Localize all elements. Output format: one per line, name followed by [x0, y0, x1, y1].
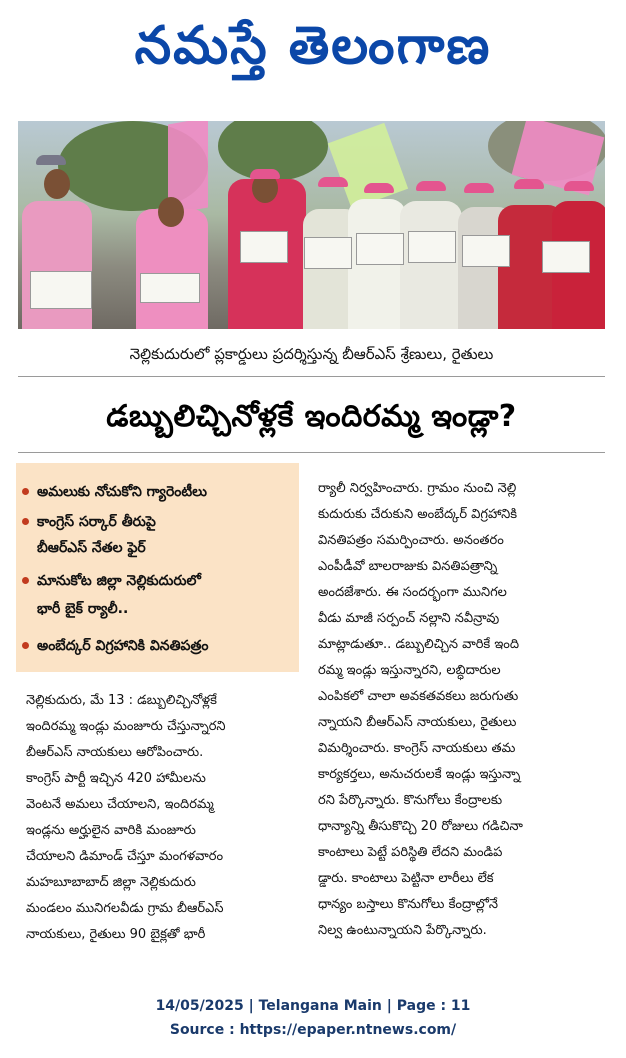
photo-cap — [564, 181, 594, 191]
news-photo — [18, 121, 605, 329]
placard — [304, 237, 352, 269]
highlight-text: కాంగ్రెస్ సర్కార్ తీరుపై — [37, 514, 156, 530]
body-line: ఎంపికలో చాలా అవకతవకలు జరుగుతు — [318, 689, 519, 704]
photo-person — [22, 201, 92, 329]
body-line: రని పేర్కొన్నారు. కొనుగోలు కేంద్రాలకు — [318, 793, 503, 808]
body-line: నిల్వ ఉంటున్నాయని పేర్కొన్నారు. — [318, 923, 487, 938]
photo-cap — [416, 181, 446, 191]
highlight-text: మానుకోట జిల్లా నెల్లికుదురులో — [37, 573, 201, 589]
body-line: వెంటనే అమలు చేయాలని, ఇందిరమ్మ — [26, 797, 214, 812]
body-line: కార్యకర్తలు, అనుచరులకే ఇండ్లు ఇస్తున్నా — [318, 767, 521, 782]
photo-person-head — [44, 169, 70, 199]
photo-cap — [364, 183, 394, 193]
bullet-icon — [22, 642, 29, 649]
body-line: మహబూబాబాద్ జిల్లా నెల్లికుదురు — [26, 875, 196, 890]
photo-cap — [318, 177, 348, 187]
body-line: కుదురుకు చేరుకుని అంబేద్కర్ విగ్రహానికి — [318, 507, 518, 522]
body-line: న్నాయని బీఆర్ఎస్ నాయకులు, రైతులు — [318, 715, 517, 730]
highlight-text: అమలుకు నోచుకోని గ్యారెంటీలు — [37, 484, 207, 500]
highlights-box — [16, 463, 299, 672]
newspaper-masthead: నమస్తే తెలంగాణ — [134, 16, 492, 76]
body-line: బీఆర్ఎస్ నాయకులు ఆరోపించారు. — [26, 745, 204, 760]
body-line: కాంటాలు పెట్టే పరిస్థితి లేదని మండిప — [318, 845, 503, 860]
body-line: వీడు మాజీ సర్పంచ్ నల్లాని నవీన్రావు — [318, 611, 500, 626]
article-headline: డబ్బులిచ్చినోళ్లకే ఇందిరమ్మ ఇండ్లా? — [106, 399, 517, 434]
photo-caption: నెల్లికుదురులో ప్లకార్డులు ప్రదర్శిస్తున్న బీఆర్ఎస్ శ్రేణులు, రైతులు — [129, 345, 494, 363]
placard — [140, 273, 200, 303]
body-line: కాంగ్రెస్ పార్టీ ఇచ్చిన 420 హామీలను — [26, 771, 206, 786]
placard — [240, 231, 288, 263]
photo-person — [136, 209, 208, 329]
photo-cap — [464, 183, 494, 193]
highlight-item — [22, 480, 294, 504]
footer-date-page: 14/05/2025 | Telangana Main | Page : 11 — [155, 998, 471, 1014]
highlight-item — [22, 597, 309, 621]
highlight-text: భారీ బైక్ ర్యాలీ.. — [37, 601, 129, 617]
body-line: ఎంపీడీవో బాలరాజుకు వినతిపత్రాన్ని — [318, 559, 498, 574]
body-line: విమర్శించారు. కాంగ్రెస్ నాయకులు తమ — [318, 741, 516, 756]
body-line: మండలం మునిగలవీడు గ్రామ బీఆర్ఎస్ — [26, 901, 224, 916]
body-line: నెల్లికుదురు, మే 13 : డబ్బులిచ్చినోళ్లకే — [26, 693, 217, 708]
highlight-item — [22, 536, 309, 560]
placard — [356, 233, 404, 265]
highlight-item — [22, 510, 294, 534]
body-line: ఇందిరమ్మ ఇండ్లు మంజూరు చేస్తున్నారని — [26, 719, 226, 734]
body-line: ధాన్యం బస్తాలు కొనుగోలు కేంద్రాల్లోనే — [318, 897, 498, 912]
body-line: నాయకులు, రైతులు 90 బైక్లతో భారీ — [26, 927, 206, 942]
article-body-left — [26, 688, 301, 948]
placard — [542, 241, 590, 273]
body-line: ర్యాలీ నిర్వహించారు. గ్రామం నుంచి నెల్లి — [318, 481, 517, 496]
photo-cap — [250, 169, 280, 179]
body-line: వినతిపత్రం సమర్పించారు. అనంతరం — [318, 533, 504, 548]
body-line: డ్డారు. కాంటాలు పెట్టినా లారీలు లేక — [318, 871, 494, 886]
body-line: అందజేశారు. ఈ సందర్భంగా మునిగల — [318, 585, 507, 600]
body-line: ఇండ్లను అర్హులైన వారికి మంజూరు — [26, 823, 196, 838]
photo-cap — [514, 179, 544, 189]
divider — [18, 376, 605, 377]
highlight-item — [22, 634, 294, 658]
article-body-right — [318, 476, 603, 944]
photo-cap — [36, 155, 66, 165]
body-line: మాట్లాడుతూ.. డబ్బులిచ్చిన వారికే ఇంది — [318, 637, 520, 652]
highlight-text: అంబేద్కర్ విగ్రహానికి వినతిపత్రం — [37, 638, 209, 654]
body-line: ధాన్యాన్ని తీసుకొచ్చి 20 రోజులు గడిచినా — [318, 819, 523, 834]
highlight-item — [22, 569, 294, 593]
placard — [408, 231, 456, 263]
bullet-icon — [22, 577, 29, 584]
photo-person — [400, 201, 462, 329]
body-line: చేయాలని డిమాండ్ చేస్తూ మంగళవారం — [26, 849, 224, 864]
divider — [18, 452, 605, 453]
footer-source-link[interactable]: Source : https://epaper.ntnews.com/ — [169, 1022, 457, 1038]
photo-person-head — [158, 197, 184, 227]
placard — [462, 235, 510, 267]
bullet-icon — [22, 488, 29, 495]
highlight-text: బీఆర్ఎస్ నేతల ఫైర్ — [37, 540, 146, 556]
bullet-icon — [22, 518, 29, 525]
photo-flag — [328, 123, 408, 209]
body-line: రమ్మ ఇండ్లు ఇస్తున్నారని, లబ్ధిదారుల — [318, 663, 501, 678]
placard — [30, 271, 92, 309]
